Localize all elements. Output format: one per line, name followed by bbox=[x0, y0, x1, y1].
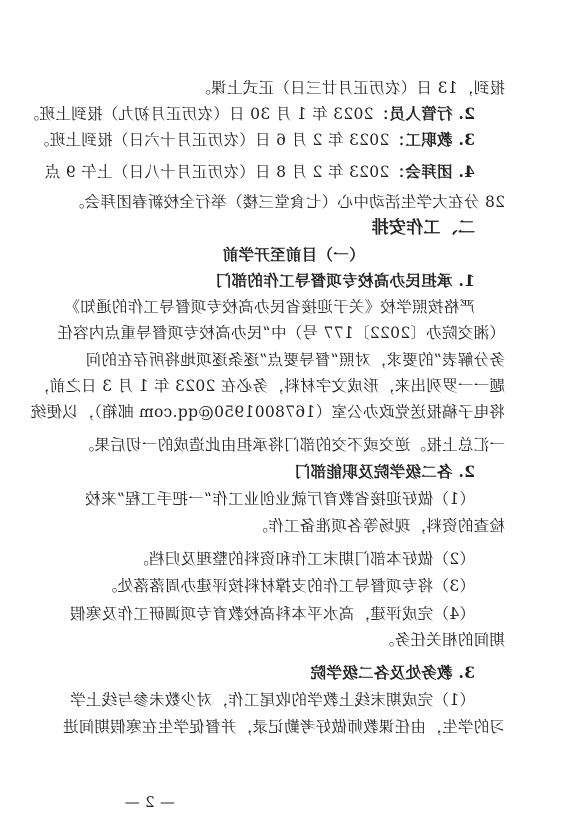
item-label: 4. 团拜会： bbox=[389, 162, 475, 181]
subsection-title: 1. 承担民办高校专项督导工作的部门 bbox=[215, 271, 475, 290]
section-heading: 二、工作安排 bbox=[371, 218, 475, 238]
body-line: （1）完成期末线上教学的收尾工作，对少数未参与线上学 bbox=[69, 691, 475, 709]
item-line bbox=[33, 130, 475, 150]
body-line: （3）将专项督导工作的支撑材料按评建办周落落处。 bbox=[101, 577, 475, 595]
item-line bbox=[44, 162, 475, 182]
body-line: 报到，13 日（农历正月廿三日）正式上课。 bbox=[195, 79, 505, 97]
body-line: 严格按照学校《关于迎接省民办高校专项督导工作的通知》 bbox=[64, 298, 475, 316]
item-text: 2023 年 1 月 30 日（农历正月初九）报到上班。 bbox=[23, 105, 374, 123]
body-line: 28 分在大学生活动中心（七食堂三楼）举行全校新春团拜会。 bbox=[68, 193, 505, 211]
body-line: （2）做好本部门期末工作和资料的整理及归档。 bbox=[133, 550, 475, 568]
subsection-title: 3. 教务处及各二级学院 bbox=[310, 663, 475, 682]
body-line: 检查的资料，现场等各项准备工作。 bbox=[252, 517, 505, 535]
body-line: （湘交院办〔2022〕177 号）中“民办高校专项督导重点内容任 bbox=[57, 324, 505, 342]
body-line: 务分解表”的要求，对照“督导要点”逐条逐项地将所存在的问 bbox=[85, 351, 505, 369]
page-number: — 2 — bbox=[124, 793, 175, 811]
body-line: 题一一罗列出来，形成文字材料，务必在 2023 年 1 月 3 日之前， bbox=[33, 377, 505, 395]
body-line: （1）做好迎接省教育厅就业创业工作“一把手工程”来校 bbox=[84, 490, 475, 508]
item-label: 2. 行管人员： bbox=[373, 104, 475, 123]
body-line: 将电子稿报送党政办公室（1678001950@qq.com 邮箱），以便统 bbox=[30, 403, 505, 421]
body-line: （4）完成评建，高水平本科高校教育专项调研工作及寒假 bbox=[69, 605, 475, 623]
body-line: 习的学生，由任课教师做好考勤记录，并督促学生在寒假期间进 bbox=[62, 718, 505, 736]
item-text: 2023 年 2 月 6 日（农历正月十六日）报到上班。 bbox=[33, 131, 390, 149]
subsection-heading: （一）目前至开学前 bbox=[222, 245, 365, 264]
item-line bbox=[23, 104, 475, 124]
item-label: 3. 教职工： bbox=[389, 130, 475, 149]
subsection-title: 2. 各二级学院及职能部门 bbox=[294, 462, 475, 481]
body-line: 期间的相关任务。 bbox=[378, 631, 505, 649]
body-line: 一汇总上报。逆交或不交的部门将承担由此造成的一切后果。 bbox=[78, 436, 505, 454]
item-text: 2023 年 2 月 8 日（农历正月十八日）上午 9 点 bbox=[44, 163, 390, 181]
